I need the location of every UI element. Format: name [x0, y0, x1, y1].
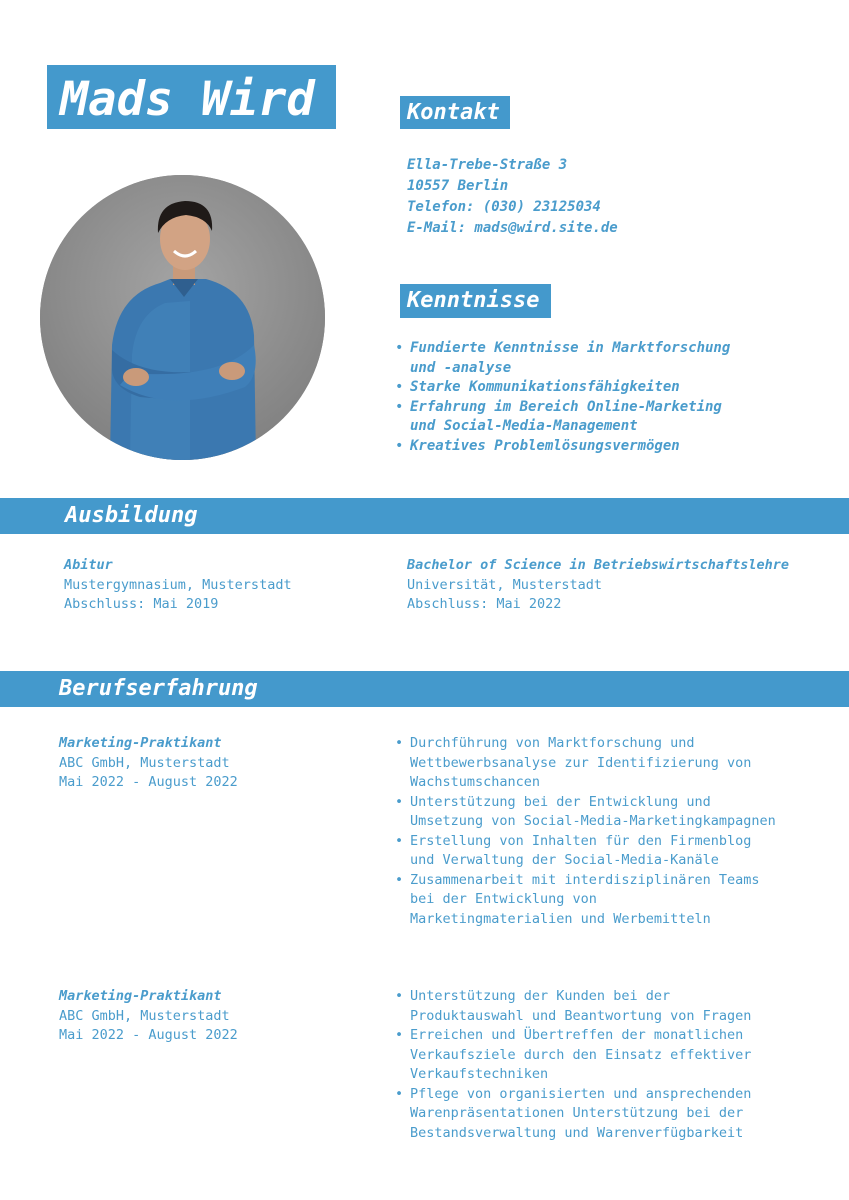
duty-line: • Unterstützung bei der Entwicklung und — [410, 793, 711, 810]
job-period: Mai 2022 - August 2022 — [59, 774, 238, 790]
job-duty — [395, 871, 776, 930]
skill-line: und -analyse — [410, 359, 512, 376]
skill-item — [395, 339, 730, 378]
skill-item — [395, 437, 730, 457]
education-date: Abschluss: Mai 2022 — [407, 596, 562, 612]
ausbildung-banner — [0, 498, 849, 534]
duty-line: • Pflege von organisierten und ansprechenden — [410, 1085, 752, 1102]
job-duty — [395, 1026, 751, 1085]
duty-line: Umsetzung von Social-Media-Marketingkampagnen — [410, 813, 776, 829]
duty-line: • Erreichen und Übertreffen der monatlichen — [410, 1027, 744, 1043]
duty-line: Verkaufsziele durch den Einsatz effektiver — [410, 1046, 752, 1063]
skill-item — [395, 398, 730, 437]
duty-line: und Verwaltung der Social-Media-Kanäle — [410, 852, 719, 868]
contact-email: E-Mail: mads@wird.site.de — [407, 220, 618, 236]
job-duties-list — [395, 734, 776, 929]
job-duty — [395, 832, 776, 871]
skill-line: • Starke Kommunikationsfähigkeiten — [410, 379, 680, 395]
education-place: Mustergymnasium, Musterstadt — [64, 576, 292, 593]
profile-photo — [40, 175, 325, 460]
duty-line: Bestandsverwaltung und Warenverfügbarkeit — [410, 1124, 744, 1141]
person-name: Mads Wird — [60, 72, 315, 127]
duty-line: • Durchführung von Marktforschung und — [410, 735, 695, 751]
job-duty — [395, 1085, 751, 1144]
kontakt-heading: Kontakt — [400, 96, 510, 129]
skill-line: • Kreatives Problemlösungsvermögen — [410, 437, 680, 454]
contact-address-street: Ella-Trebe-Straße 3 — [407, 157, 568, 173]
job-entry — [59, 734, 238, 793]
duty-line: • Unterstützung der Kunden bei der — [410, 988, 671, 1004]
skill-line: und Social-Media-Management — [410, 418, 638, 434]
job-period: Mai 2022 - August 2022 — [59, 1027, 238, 1043]
job-title: Marketing-Praktikant — [59, 735, 222, 751]
profile-photo-illustration — [40, 175, 325, 460]
duty-line: Warenpräsentationen Unterstützung bei der — [410, 1105, 744, 1121]
skill-line: • Erfahrung im Bereich Online-Marketing — [410, 398, 722, 415]
ausbildung-heading: Ausbildung — [65, 503, 198, 528]
contact-phone: Telefon: (030) 23125034 — [407, 199, 601, 215]
contact-address-city: 10557 Berlin — [407, 178, 509, 194]
job-company: ABC GmbH, Musterstadt — [59, 754, 230, 771]
duty-line: Produktauswahl und Beantwortung von Fragen — [410, 1007, 752, 1024]
kenntnisse-heading: Kenntnisse — [400, 284, 551, 318]
job-duty — [395, 793, 776, 832]
job-duty — [395, 987, 751, 1026]
job-duties-list — [395, 987, 751, 1143]
education-entry — [407, 556, 789, 615]
education-title: Bachelor of Science in Betriebswirtschaftslehre — [407, 557, 790, 573]
education-title: Abitur — [64, 557, 113, 573]
duty-line: • Zusammenarbeit mit interdisziplinären Teams — [410, 871, 760, 888]
job-entry — [59, 987, 238, 1046]
duty-line: • Erstellung von Inhalten für den Firmenblog — [410, 832, 752, 849]
skill-item — [395, 378, 730, 398]
education-place: Universität, Musterstadt — [407, 576, 603, 593]
education-entry — [64, 556, 292, 615]
education-date: Abschluss: Mai 2019 — [64, 596, 219, 612]
duty-line: bei der Entwicklung von — [410, 891, 597, 907]
skill-line: • Fundierte Kenntnisse in Marktforschung — [410, 340, 731, 356]
duty-line: Verkaufstechniken — [410, 1066, 549, 1082]
contact-block — [407, 155, 618, 239]
berufserfahrung-heading: Berufserfahrung — [59, 676, 258, 701]
job-duty — [395, 734, 776, 793]
job-title: Marketing-Praktikant — [59, 988, 222, 1004]
job-company: ABC GmbH, Musterstadt — [59, 1007, 230, 1024]
skills-list — [395, 339, 730, 456]
duty-line: Wachstumschancen — [410, 774, 541, 790]
berufserfahrung-banner — [0, 671, 849, 707]
duty-line: Wettbewerbsanalyse zur Identifizierung von — [410, 754, 752, 771]
duty-line: Marketingmaterialien und Werbemitteln — [410, 910, 711, 927]
